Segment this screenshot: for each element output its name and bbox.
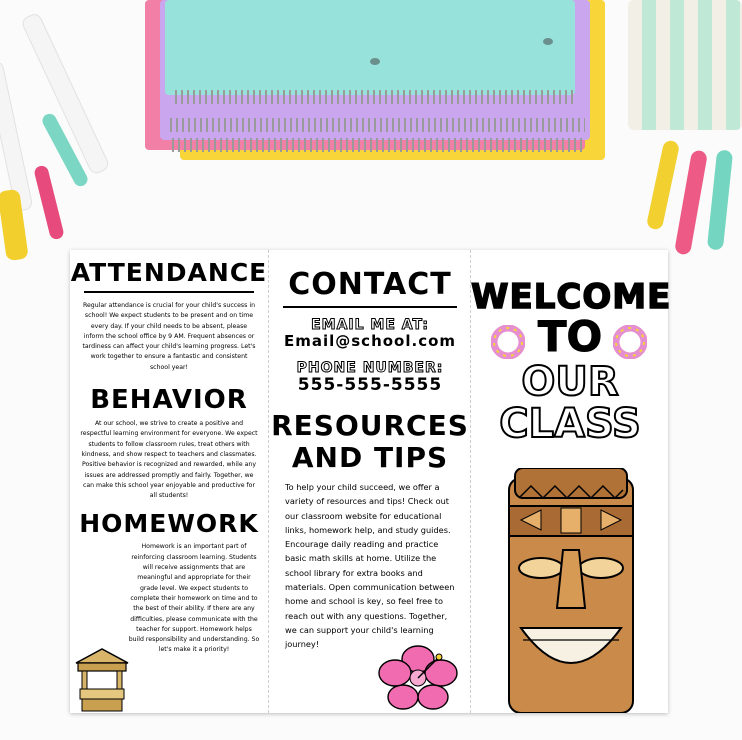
- behavior-body: At our school, we strive to create a positive and respectful learning environment for everyone. We expect students to follow classroom rules, treat others with kindness, and show respect to teachers and classmates. Positive behavior is recognized and rewarded, while any issues are addressed promptly and fairly. Together, we can make this school year enjoyable and productive for all students!: [80, 420, 258, 500]
- title-to: TO: [537, 312, 603, 361]
- heading-underline: [283, 306, 457, 308]
- marker-cap-yellow: [646, 139, 680, 230]
- tiki-hut-icon: [72, 645, 132, 713]
- behavior-heading: BEHAVIOR: [90, 385, 248, 416]
- marker-cap-teal: [707, 149, 733, 250]
- phone-label: PHONE NUMBER:: [296, 360, 444, 376]
- brochure-panel-middle: [268, 250, 471, 713]
- resources-heading-line2: AND TIPS: [291, 441, 449, 474]
- attendance-heading: ATTENDANCE: [70, 258, 268, 287]
- resources-body: To help your child succeed, we offer a variety of resources and tips! Check out our classroom website for educational links, homework help, and study guides. Encourage daily reading and practice basic math skills at home. Utilize the school library for extra books and materials. Open communication between home and school is key, so feel free to reach out with any questions. Together, we can support your child's learning journey!: [285, 482, 455, 650]
- contact-heading: CONTACT: [288, 267, 452, 302]
- resources-heading-line1: RESOURCES: [271, 409, 469, 442]
- phone-value: 555-555-5555: [297, 375, 443, 395]
- tri-fold-brochure: [70, 250, 672, 713]
- marker-body: [0, 60, 34, 212]
- pencil-pouch: [628, 0, 742, 130]
- binder-hole: [370, 58, 380, 65]
- hibiscus-flower-icon: [377, 645, 459, 711]
- teal-notebook: [165, 0, 575, 95]
- email-value: Email@school.com: [283, 332, 457, 350]
- tiki-mask-icon: [501, 468, 641, 713]
- marker-cap-pink: [33, 164, 65, 240]
- binder-hole: [543, 38, 553, 45]
- attendance-body: Regular attendance is crucial for your child's success in school! We expect students to be present and on time every day. If your child needs to be absent, please inform the school office by 9 AM. Frequent absences or tardiness can affect your child's learning progress. Let's work together to ensure a fantastic and consistent school year!: [82, 302, 256, 371]
- title-class: CLASS: [499, 401, 641, 447]
- lei-flower-icon: [491, 325, 525, 359]
- title-our: OUR: [521, 359, 619, 405]
- heading-underline: [84, 291, 254, 293]
- email-label: EMAIL ME AT:: [311, 317, 429, 333]
- spiral-coil: [170, 118, 585, 132]
- brochure-panel-left: [70, 250, 268, 713]
- homework-heading: HOMEWORK: [79, 509, 259, 539]
- brochure-panel-right: [470, 250, 672, 713]
- title-welcome: WELCOME: [471, 277, 672, 317]
- lei-flower-icon: [613, 325, 647, 359]
- spiral-coil: [172, 138, 582, 152]
- spiral-coil: [175, 90, 575, 104]
- marker-cap-pink: [674, 149, 708, 255]
- homework-body: Homework is an important part of reinforcing classroom learning. Students will receive assignments that are meaningful and appropriate for their grade level. We expect students to complete their homework on time and to the best of their ability. If there are any difficulties, please communicate with the teacher for support. Homework helps build responsibility and understanding. So let's make it a priority!: [128, 543, 260, 654]
